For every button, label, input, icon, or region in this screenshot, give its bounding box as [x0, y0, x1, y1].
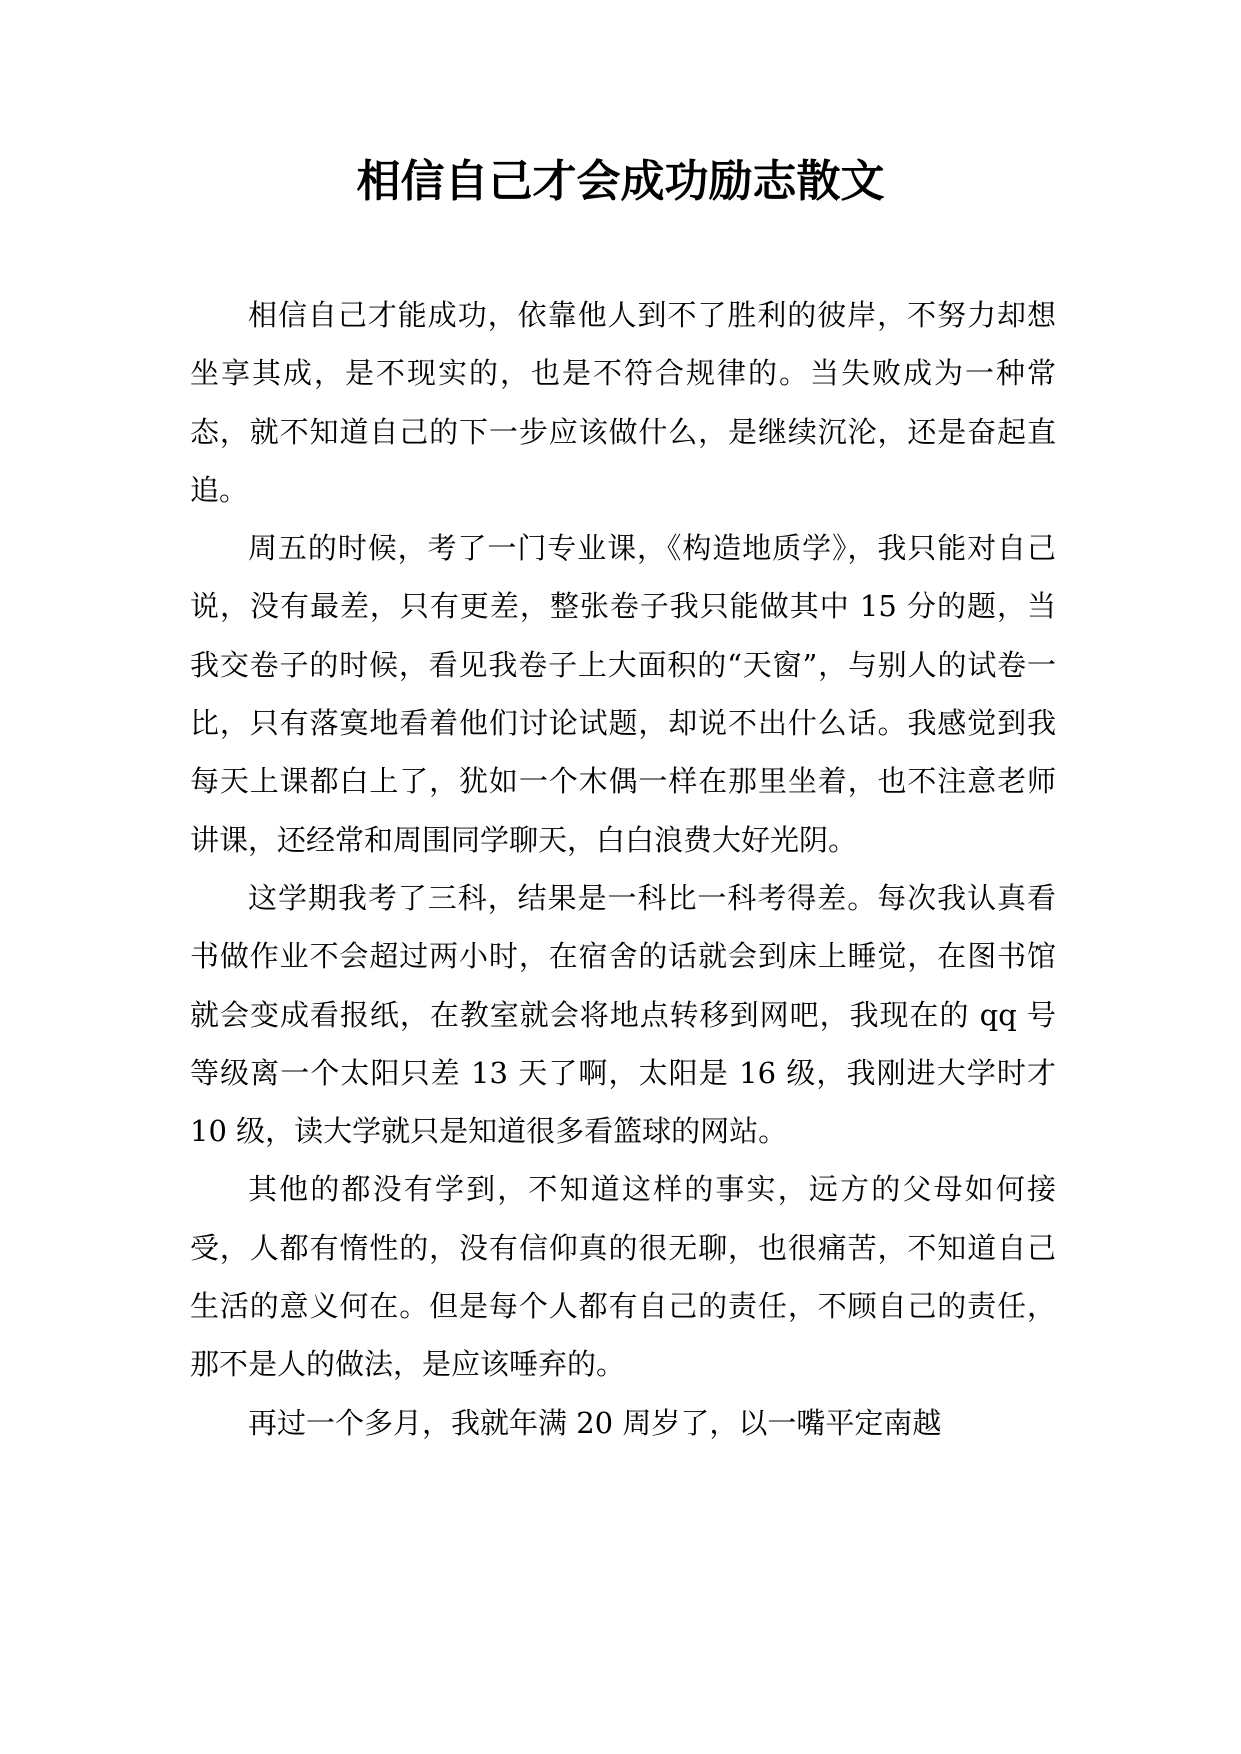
- document-title: 相信自己才会成功励志散文: [356, 156, 885, 207]
- paragraph-2: 周五的时候，考了一门专业课，《构造地质学》，我只能对自己说，没有最差，只有更差，整张卷子我只能做其中 15 分的题，当我交卷子的时候，看见我卷子上大面积的“天窗”，与别人的试卷一比，只有落寞地看着他们讨论试题，却说不出什么话。我感觉到我每天上课都白上了，犹如一个木偶一样在那里坐着，也不注意老师讲课，还经常和周围同学聊天，白白浪费大好光阴。: [190, 531, 1056, 857]
- paragraph-1: 相信自己才能成功，依靠他人到不了胜利的彼岸，不努力却想坐享其成，是不现实的，也是不符合规律的。当失败成为一种常态，就不知道自己的下一步应该做什么，是继续沉沦，还是奋起直追。: [190, 298, 1056, 507]
- paragraph-4: 其他的都没有学到，不知道这样的事实，远方的父母如何接受，人都有惰性的，没有信仰真的很无聊，也很痛苦，不知道自己生活的意义何在。但是每个人都有自己的责任，不顾自己的责任，那不是人的做法，是应该唾弃的。: [190, 1172, 1056, 1382]
- paragraph-5: 再过一个多月，我就年满 20 周岁了，以一嘴平定南越: [248, 1405, 942, 1440]
- document-body: [190, 286, 1056, 1452]
- paragraph-3: 这学期我考了三科，结果是一科比一科考得差。每次我认真看书做作业不会超过两小时，在宿舍的话就会到床上睡觉，在图书馆就会变成看报纸，在教室就会将地点转移到网吧，我现在的 qq 号等级离一个太阳只差 13 天了啊，太阳是 16 级，我刚进大学时才 10 级，读大学就只是知道很多看篮球的网站。: [190, 880, 1056, 1149]
